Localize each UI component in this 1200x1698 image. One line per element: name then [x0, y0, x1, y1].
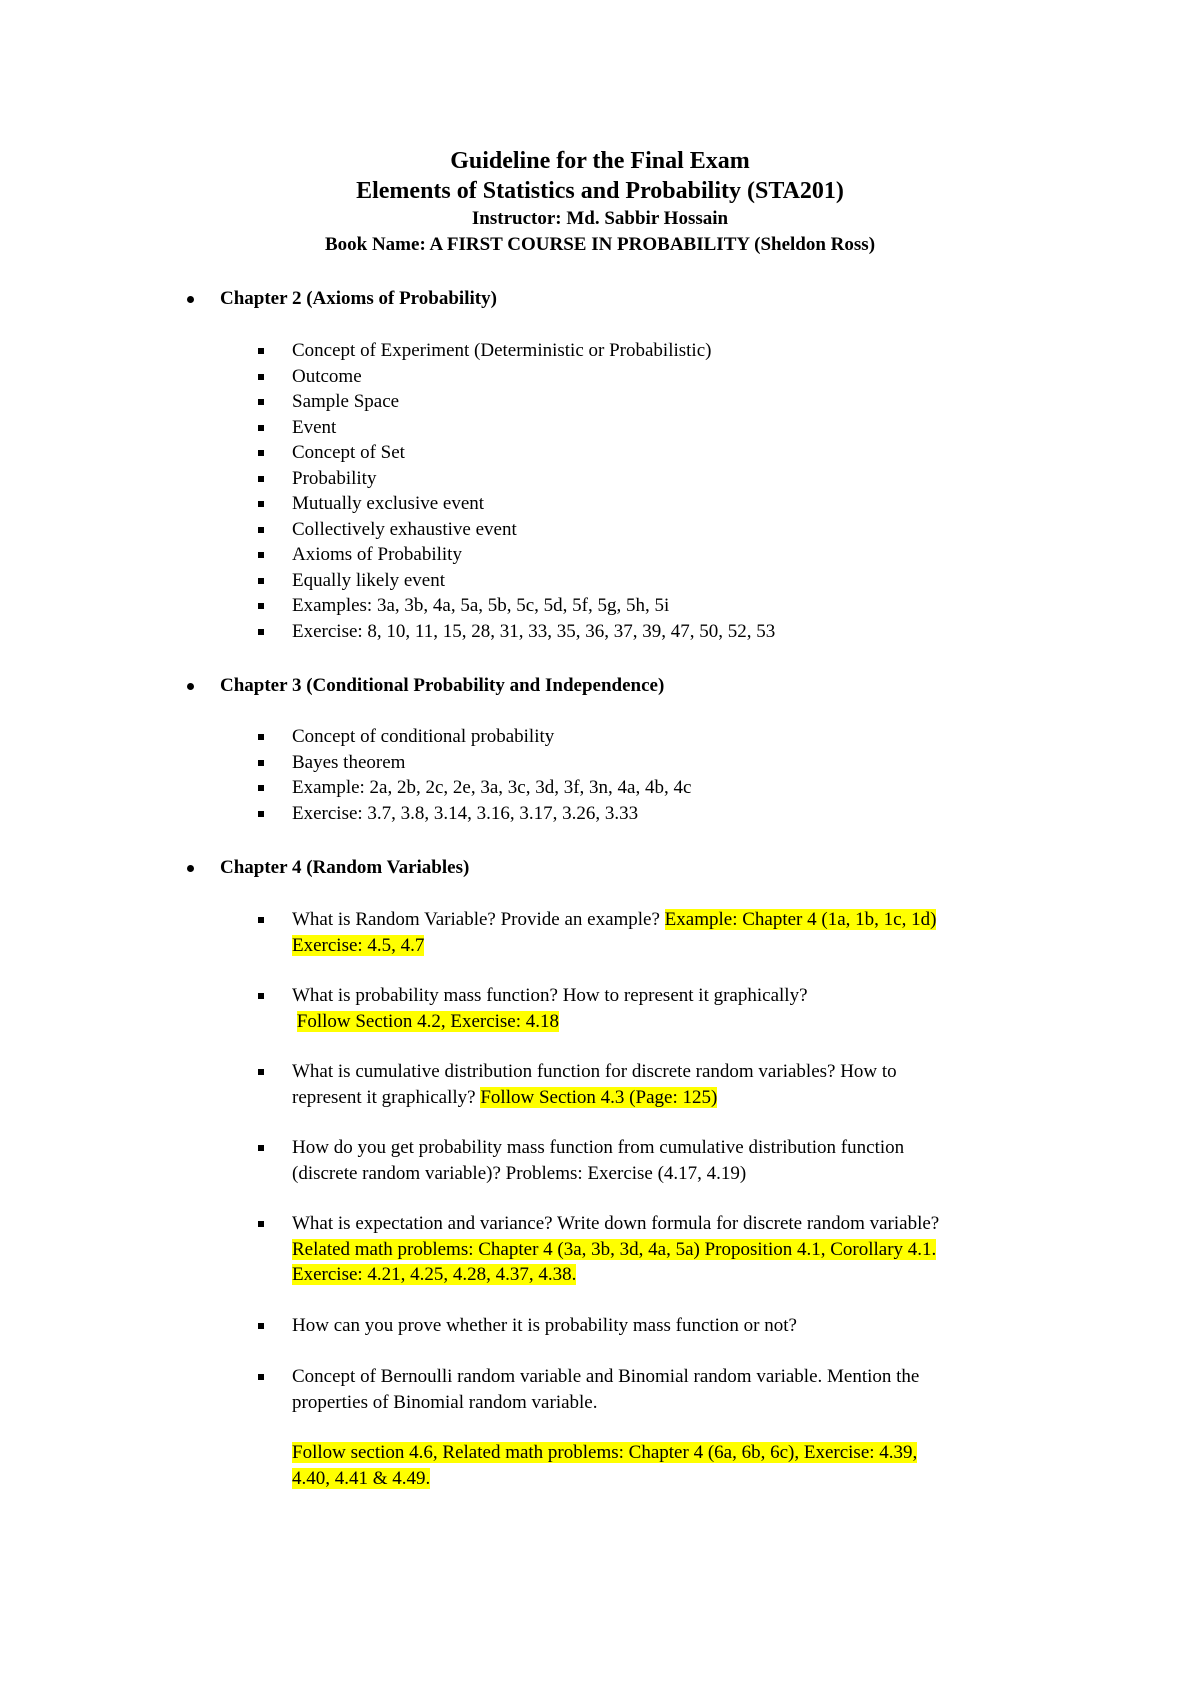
list-item: Exercise: 3.7, 3.8, 3.14, 3.16, 3.17, 3.26, 3.33 — [0, 801, 1200, 827]
list-item: Concept of conditional probability — [0, 724, 1200, 750]
square-bullet-icon — [258, 450, 264, 456]
list-item: Concept of Set — [0, 440, 1200, 466]
square-bullet-icon — [258, 629, 264, 635]
list-item: Concept of Experiment (Deterministic or Probabilistic) — [0, 338, 1200, 364]
square-bullet-icon — [258, 374, 264, 380]
square-bullet-icon — [258, 578, 264, 584]
square-bullet-icon — [258, 476, 264, 482]
square-bullet-icon — [258, 348, 264, 354]
square-bullet-icon — [258, 734, 264, 740]
document-title: Guideline for the Final Exam — [450, 148, 750, 174]
list-item: Exercise: 8, 10, 11, 15, 28, 31, 33, 35, 36, 37, 39, 47, 50, 52, 53 — [0, 619, 1200, 645]
square-bullet-icon — [258, 603, 264, 609]
list-item: Outcome — [0, 364, 1200, 390]
list-item: Mutually exclusive event — [0, 491, 1200, 517]
square-bullet-icon — [258, 552, 264, 558]
follow-section-note — [292, 1440, 1082, 1491]
list-item: Collectively exhaustive event — [0, 517, 1200, 543]
square-bullet-icon — [258, 811, 264, 817]
highlight: Example: Chapter 4 (1a, 1b, 1c, 1d) — [664, 909, 937, 930]
list-item: Axioms of Probability — [0, 542, 1200, 568]
highlight: Follow section 4.6, Related math problems: Chapter 4 (6a, 6b, 6c), Exercise: 4.39, — [292, 1442, 918, 1463]
list-item: Event — [0, 415, 1200, 441]
chapter-2-topic-list — [0, 338, 1200, 644]
chapter-4-title: Chapter 4 (Random Variables) — [220, 857, 470, 878]
list-item: Bayes theorem — [0, 750, 1200, 776]
square-bullet-icon — [258, 785, 264, 791]
highlight: Follow Section 4.3 (Page: 125) — [480, 1086, 718, 1108]
highlight: Exercise: 4.5, 4.7 — [292, 934, 425, 956]
square-bullet-icon — [258, 501, 264, 507]
square-bullet-icon — [258, 425, 264, 431]
square-bullet-icon — [258, 399, 264, 405]
highlight: 4.40, 4.41 & 4.49. — [292, 1467, 431, 1489]
square-bullet-icon — [258, 993, 264, 999]
highlight: Exercise: 4.21, 4.25, 4.28, 4.37, 4.38. — [292, 1264, 577, 1285]
list-item: Example: 2a, 2b, 2c, 2e, 3a, 3c, 3d, 3f, 3n, 4a, 4b, 4c — [0, 775, 1200, 801]
list-item: Sample Space — [0, 389, 1200, 415]
highlight: Related math problems: Chapter 4 (3a, 3b, 3d, 4a, 5a) Proposition 4.1, Corollary 4.1. — [292, 1238, 937, 1260]
square-bullet-icon — [258, 1221, 264, 1227]
highlight: Follow Section 4.2, Exercise: 4.18 — [296, 1010, 560, 1032]
list-item: Examples: 3a, 3b, 4a, 5a, 5b, 5c, 5d, 5f, 5g, 5h, 5i — [0, 593, 1200, 619]
list-item: Equally likely event — [0, 568, 1200, 594]
square-bullet-icon — [258, 527, 264, 533]
bullet-icon — [187, 865, 194, 872]
square-bullet-icon — [258, 1145, 264, 1151]
chapter-2-title: Chapter 2 (Axioms of Probability) — [220, 288, 497, 309]
course-name: Elements of Statistics and Probability (STA201) — [356, 178, 844, 204]
list-item: Probability — [0, 466, 1200, 492]
chapter-3-topic-list — [0, 724, 1200, 826]
square-bullet-icon — [258, 1374, 264, 1380]
square-bullet-icon — [258, 1069, 264, 1075]
square-bullet-icon — [258, 917, 264, 923]
square-bullet-icon — [258, 760, 264, 766]
instructor-line: Instructor: Md. Sabbir Hossain — [471, 208, 729, 229]
chapter-3-title: Chapter 3 (Conditional Probability and Independence) — [220, 675, 665, 696]
bullet-icon — [187, 296, 194, 303]
bullet-icon — [187, 683, 194, 690]
square-bullet-icon — [258, 1323, 264, 1329]
book-line: Book Name: A FIRST COURSE IN PROBABILITY (Sheldon Ross) — [324, 234, 876, 255]
